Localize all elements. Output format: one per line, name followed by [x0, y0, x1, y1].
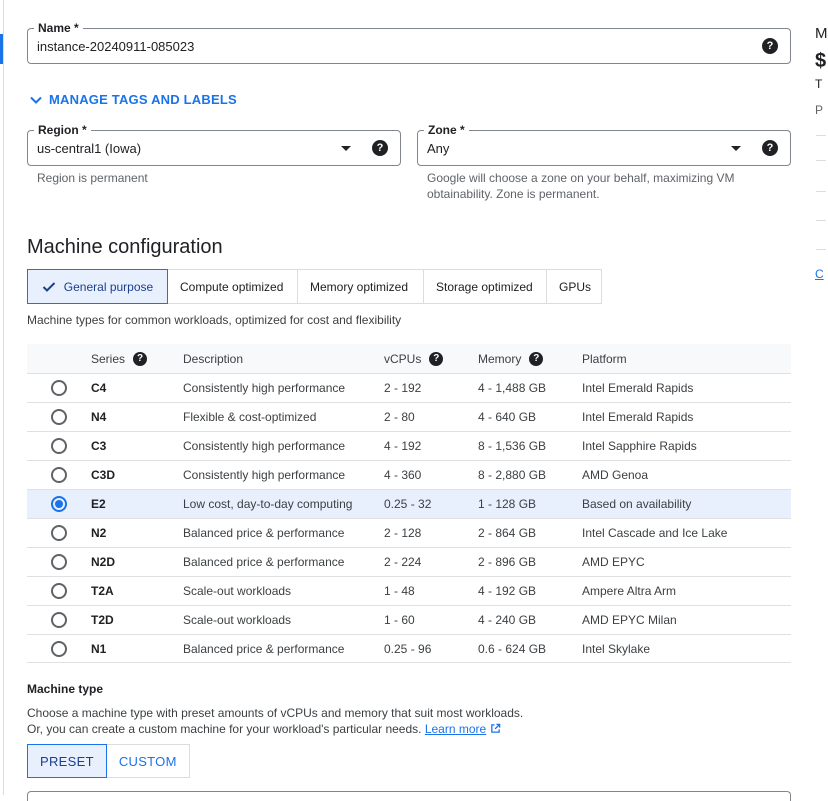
header-memory: Memory ?: [478, 352, 582, 366]
header-platform: Platform: [582, 351, 627, 366]
machine-type-desc-line-2: Or, you can create a custom machine for your workload's particular needs.: [27, 722, 422, 736]
summary-divider: [816, 160, 826, 161]
series-name: C3: [91, 439, 107, 453]
name-label: Name *: [34, 21, 83, 35]
series-memory: 4 - 240 GB: [478, 613, 537, 627]
series-name: N4: [91, 410, 107, 424]
series-platform: Ampere Altra Arm: [582, 584, 677, 598]
learn-more-link[interactable]: Learn more: [424, 722, 487, 736]
help-icon[interactable]: ?: [372, 140, 388, 156]
custom-button[interactable]: CUSTOM: [107, 744, 190, 778]
section-title: Machine configuration: [27, 236, 223, 258]
series-name: C4: [91, 381, 107, 395]
right-summary-panel: [806, 0, 828, 795]
table-row[interactable]: [27, 576, 791, 605]
table-header: [27, 344, 791, 373]
chevron-down-icon: [29, 93, 43, 107]
series-name: T2D: [91, 613, 114, 627]
series-vcpus: 4 - 360: [384, 468, 422, 482]
series-platform: AMD EPYC Milan: [582, 613, 677, 627]
series-memory: 1 - 128 GB: [478, 497, 537, 511]
region-select[interactable]: [27, 123, 401, 166]
help-icon[interactable]: ?: [133, 352, 147, 366]
series-radio[interactable]: [51, 380, 67, 396]
series-description: Balanced price & performance: [183, 641, 345, 656]
series-memory: 2 - 864 GB: [478, 526, 537, 540]
series-platform: Intel Emerald Rapids: [582, 381, 694, 395]
name-field[interactable]: [27, 21, 791, 64]
table-row[interactable]: [27, 605, 791, 634]
summary-text: T: [815, 77, 823, 91]
machine-type-description: [27, 705, 523, 737]
tab-storage-optimized[interactable]: [424, 269, 547, 304]
series-radio[interactable]: [51, 612, 67, 628]
series-description: Scale-out workloads: [183, 613, 292, 627]
series-description: Flexible & cost-optimized: [183, 410, 317, 424]
summary-link[interactable]: C: [815, 267, 824, 281]
machine-family-tabs: [27, 269, 602, 304]
summary-title: M: [815, 25, 828, 42]
series-description: Balanced price & performance: [183, 555, 345, 569]
series-description: Consistently high performance: [183, 381, 346, 395]
table-row[interactable]: [27, 634, 791, 663]
external-link-icon: [490, 723, 501, 734]
series-memory: 8 - 2,880 GB: [478, 468, 547, 482]
series-radio[interactable]: [51, 583, 67, 599]
series-radio[interactable]: [51, 438, 67, 454]
summary-divider: [816, 135, 826, 136]
series-description: Scale-out workloads: [183, 584, 292, 598]
tab-compute-optimized[interactable]: [168, 269, 298, 304]
name-value[interactable]: instance-20240911-085023: [37, 39, 195, 54]
table-row[interactable]: [27, 518, 791, 547]
series-name: N2: [91, 526, 107, 540]
zone-value: Any: [427, 141, 450, 156]
tab-memory-optimized[interactable]: [298, 269, 424, 304]
header-description: Description: [183, 351, 244, 366]
zone-hint: [427, 170, 735, 202]
table-caption: Machine types for common workloads, optimized for cost and flexibility: [27, 313, 402, 327]
table-row[interactable]: [27, 547, 791, 576]
tab-label: Storage optimized: [436, 279, 533, 294]
series-platform: Intel Skylake: [582, 641, 651, 656]
series-vcpus: 0.25 - 96: [384, 641, 432, 656]
series-vcpus: 1 - 48: [384, 584, 415, 598]
series-vcpus: 2 - 192: [384, 381, 422, 395]
series-description: Consistently high performance: [183, 468, 346, 482]
series-vcpus: 4 - 192: [384, 439, 422, 453]
machine-series-table: [27, 344, 791, 663]
check-icon: [42, 281, 56, 293]
series-memory: 4 - 1,488 GB: [478, 381, 547, 395]
tab-label: Compute optimized: [180, 279, 284, 294]
help-icon[interactable]: ?: [429, 352, 443, 366]
series-name: N2D: [91, 555, 116, 569]
series-description: Balanced price & performance: [183, 526, 345, 540]
help-icon[interactable]: ?: [529, 352, 543, 366]
series-platform: Intel Emerald Rapids: [582, 410, 694, 424]
series-radio[interactable]: [51, 467, 67, 483]
zone-hint-line-1: Google will choose a zone on your behalf, maximizing VM: [427, 171, 735, 185]
series-name: T2A: [91, 584, 114, 598]
series-radio[interactable]: [51, 525, 67, 541]
series-description: Low cost, day-to-day computing: [183, 497, 353, 511]
series-name: C3D: [91, 468, 116, 482]
series-vcpus: 2 - 224: [384, 555, 422, 569]
region-hint: Region is permanent: [37, 171, 148, 185]
summary-price: $: [815, 50, 827, 72]
tab-label: Memory optimized: [310, 279, 409, 294]
table-row-selected[interactable]: [27, 489, 791, 518]
summary-subtext: P: [815, 103, 824, 117]
header-vcpus: vCPUs ?: [384, 352, 478, 366]
series-name: N1: [91, 641, 107, 656]
machine-type-toggle: [27, 744, 190, 778]
table-row[interactable]: [27, 431, 791, 460]
preset-button[interactable]: PRESET: [27, 744, 107, 778]
region-value: us-central1 (Iowa): [37, 141, 142, 156]
series-platform: Based on availability: [582, 497, 692, 511]
table-row[interactable]: [27, 402, 791, 431]
left-nav-indicator: [0, 34, 3, 64]
zone-select[interactable]: [417, 123, 791, 166]
zone-hint-line-2: obtainability. Zone is permanent.: [427, 187, 600, 201]
manage-tags-link[interactable]: [29, 92, 237, 107]
series-radio-selected[interactable]: [51, 496, 67, 512]
series-vcpus: 0.25 - 32: [384, 497, 432, 511]
series-platform: AMD EPYC: [582, 555, 645, 569]
region-label: Region *: [34, 123, 91, 137]
machine-type-desc-line-1: Choose a machine type with preset amounts of vCPUs and memory that suit most workloads.: [27, 706, 524, 720]
series-vcpus: 1 - 60: [384, 613, 415, 627]
summary-divider: [816, 220, 826, 221]
series-memory: 4 - 192 GB: [478, 584, 537, 598]
manage-tags-label: MANAGE TAGS AND LABELS: [49, 92, 237, 107]
series-radio[interactable]: [51, 641, 67, 657]
series-platform: Intel Cascade and Ice Lake: [582, 526, 728, 540]
series-radio[interactable]: [51, 409, 67, 425]
tab-general-purpose[interactable]: [27, 269, 168, 304]
series-memory: 2 - 896 GB: [478, 555, 537, 569]
table-row[interactable]: [27, 373, 791, 402]
series-vcpus: 2 - 80: [384, 410, 415, 424]
left-divider: [3, 0, 4, 795]
series-description: Consistently high performance: [183, 439, 346, 453]
zone-label: Zone *: [424, 123, 469, 137]
machine-type-title: Machine type: [27, 682, 104, 696]
series-radio[interactable]: [51, 554, 67, 570]
series-memory: 4 - 640 GB: [478, 410, 537, 424]
help-icon[interactable]: ?: [762, 140, 778, 156]
series-platform: AMD Genoa: [582, 468, 649, 482]
tab-gpus[interactable]: [547, 269, 602, 304]
table-row[interactable]: [27, 460, 791, 489]
tab-label: General purpose: [63, 279, 154, 294]
dropdown-arrow-icon: [341, 146, 351, 151]
machine-type-select[interactable]: [27, 791, 791, 801]
series-platform: Intel Sapphire Rapids: [582, 439, 697, 453]
help-icon[interactable]: ?: [762, 38, 778, 54]
series-vcpus: 2 - 128: [384, 526, 422, 540]
tab-label: GPUs: [559, 279, 592, 294]
summary-divider: [816, 191, 826, 192]
header-series: Series ?: [91, 352, 183, 366]
summary-divider: [816, 249, 826, 250]
series-memory: 0.6 - 624 GB: [478, 641, 547, 656]
dropdown-arrow-icon: [731, 146, 741, 151]
series-name: E2: [91, 497, 106, 511]
series-memory: 8 - 1,536 GB: [478, 439, 547, 453]
